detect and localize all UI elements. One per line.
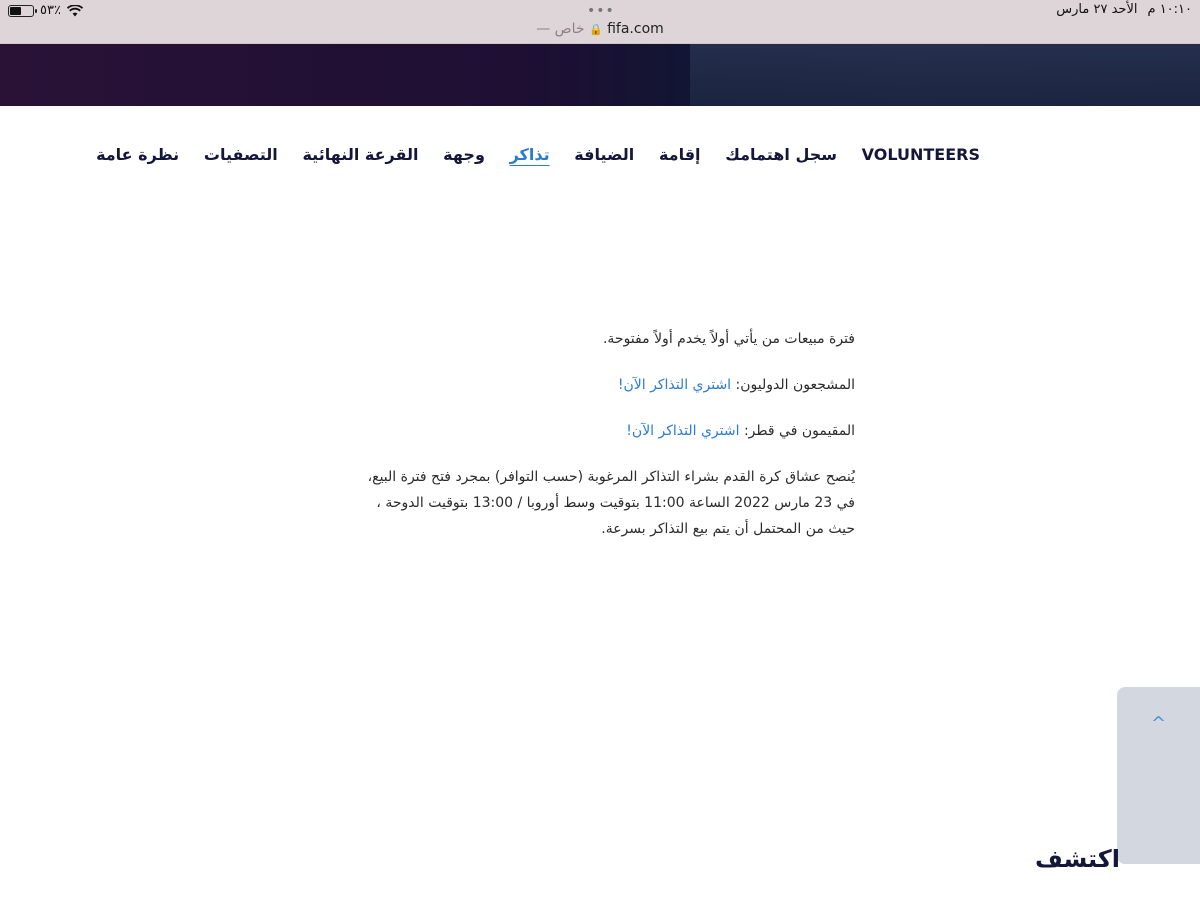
international-fans-label: المشجعون الدوليون: (735, 377, 855, 393)
nav-item-qualifiers[interactable]: التصفيات (203, 144, 278, 164)
header-banner (0, 44, 1200, 106)
nav-item-destination[interactable]: وجهة (443, 144, 485, 164)
tab-dots-icon[interactable]: ••• (587, 3, 615, 19)
residents-buy-link[interactable]: اشتري التذاكر الآن! (626, 423, 740, 439)
battery-percent: ٥٣٪ (40, 3, 61, 18)
section-nav (96, 140, 980, 168)
international-buy-link[interactable]: اشتري التذاكر الآن! (617, 377, 732, 393)
chevron-up-icon: ^ (1150, 713, 1167, 734)
advice-line-2: في 23 مارس 2022 الساعة 11:00 بتوقيت وسط أوروبا / 13:00 بتوقيت الدوحة ، (376, 495, 855, 511)
nav-item-overview[interactable]: نظرة عامة (96, 144, 180, 164)
nav-item-register-interest[interactable]: سجل اهتمامك (725, 144, 837, 164)
sales-period-text: فترة مبيعات من يأتي أولاً يخدم أولاً مفتوحة. (602, 331, 855, 347)
nav-item-final-draw[interactable]: القرعة النهائية (302, 144, 419, 164)
qatar-residents-row (340, 418, 855, 444)
url-text: fifa.com (607, 21, 664, 37)
nav-item-tickets[interactable]: تذاكر (509, 144, 550, 164)
address-bar[interactable] (0, 21, 1200, 37)
international-fans-row (340, 372, 855, 398)
qatar-residents-label: المقيمون في قطر: (743, 423, 855, 439)
scroll-to-top-button[interactable] (1117, 687, 1200, 864)
advice-line-1: يُنصح عشاق كرة القدم بشراء التذاكر المرغوبة (حسب التوافر) بمجرد فتح فترة البيع، (367, 469, 855, 485)
banner-image (690, 44, 1200, 106)
wifi-icon (67, 5, 83, 17)
ticket-info (340, 326, 855, 562)
nav-item-volunteers[interactable]: VOLUNTEERS (861, 144, 980, 164)
private-label: — خاص (536, 21, 585, 37)
nav-item-hospitality[interactable]: الضيافة (574, 144, 635, 164)
discover-heading: اكتشف (1035, 845, 1120, 873)
status-right (1056, 2, 1192, 17)
nav-item-accommodation[interactable]: إقامة (658, 144, 701, 164)
status-left (8, 3, 83, 18)
advice-paragraph (340, 464, 855, 542)
battery-icon (8, 5, 34, 17)
status-date: الأحد ٢٧ مارس (1056, 2, 1138, 17)
status-time: ١٠:١٠ م (1147, 2, 1192, 17)
advice-line-3: حيث من المحتمل أن يتم بيع التذاكر بسرعة. (601, 521, 855, 537)
lock-icon: 🔒 (588, 23, 603, 36)
browser-top-bar (0, 0, 1200, 44)
